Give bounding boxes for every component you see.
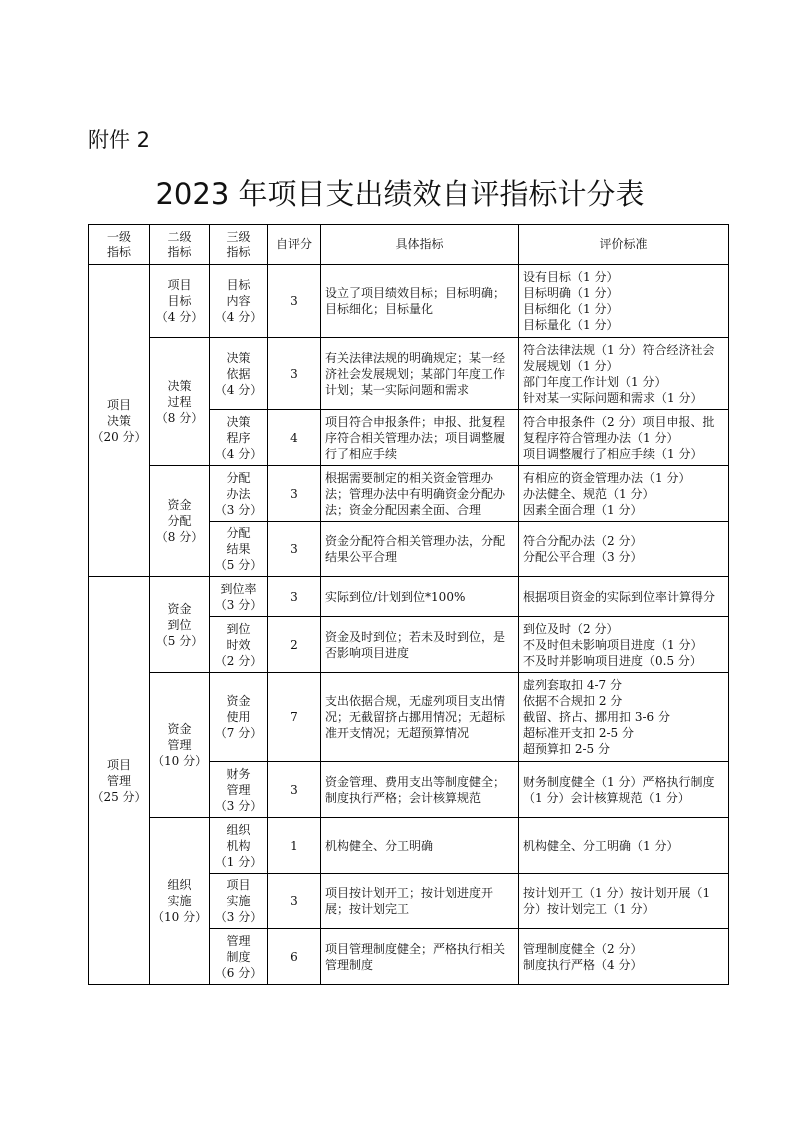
score-cell: 3 — [268, 577, 321, 617]
indicator-cell: 设立了项目绩效目标；目标明确；目标细化；目标量化 — [321, 265, 519, 338]
level2-cell: 项目 目标 （4 分） — [150, 265, 210, 338]
level3-cell: 到位 时效 （2 分） — [210, 617, 268, 673]
level3-cell: 到位率 （3 分） — [210, 577, 268, 617]
score-cell: 3 — [268, 338, 321, 410]
indicator-cell: 实际到位/计划到位*100% — [321, 577, 519, 617]
score-cell: 2 — [268, 617, 321, 673]
level1-cell: 项目 管理 （25 分） — [89, 577, 150, 985]
table-row — [89, 466, 729, 522]
level3-cell: 组织 机构 （1 分） — [210, 818, 268, 874]
indicator-cell: 资金管理、费用支出等制度健全；制度执行严格；会计核算规范 — [321, 762, 519, 818]
criteria-cell: 有相应的资金管理办法（1 分） 办法健全、规范（1 分） 因素全面合理（1 分） — [519, 466, 729, 522]
score-cell: 3 — [268, 874, 321, 929]
table-row — [89, 265, 729, 338]
level2-cell: 资金 管理 （10 分） — [150, 673, 210, 818]
criteria-cell: 设有目标（1 分） 目标明确（1 分） 目标细化（1 分） 目标量化（1 分） — [519, 265, 729, 338]
criteria-cell: 符合法律法规（1 分）符合经济社会发展规划（1 分） 部门年度工作计划（1 分） 针对某一实际问题和需求（1 分） — [519, 338, 729, 410]
level3-cell: 决策 程序 （4 分） — [210, 410, 268, 466]
criteria-cell: 按计划开工（1 分）按计划开展（1 分）按计划完工（1 分） — [519, 874, 729, 929]
level3-cell: 分配 结果 （5 分） — [210, 522, 268, 577]
score-table — [88, 224, 729, 985]
indicator-cell: 资金分配符合相关管理办法，分配结果公平合理 — [321, 522, 519, 577]
level3-cell: 决策 依据 （4 分） — [210, 338, 268, 410]
criteria-cell: 符合申报条件（2 分）项目申报、批复程序符合管理办法（1 分） 项目调整履行了相应手续（1 分） — [519, 410, 729, 466]
level3-cell: 管理 制度 （6 分） — [210, 929, 268, 985]
level2-cell: 决策 过程 （8 分） — [150, 338, 210, 466]
level3-cell: 分配 办法 （3 分） — [210, 466, 268, 522]
table-row — [89, 338, 729, 410]
header-indicator: 具体指标 — [321, 225, 519, 265]
table-row — [89, 577, 729, 617]
criteria-cell: 根据项目资金的实际到位率计算得分 — [519, 577, 729, 617]
criteria-cell: 管理制度健全（2 分） 制度执行严格（4 分） — [519, 929, 729, 985]
score-cell: 6 — [268, 929, 321, 985]
header-level2: 二级 指标 — [150, 225, 210, 265]
level3-cell: 项目 实施 （3 分） — [210, 874, 268, 929]
page-title: 2023 年项目支出绩效自评指标计分表 — [155, 177, 645, 211]
level2-cell: 组织 实施 （10 分） — [150, 818, 210, 985]
indicator-cell: 机构健全、分工明确 — [321, 818, 519, 874]
criteria-cell: 到位及时（2 分） 不及时但未影响项目进度（1 分） 不及时并影响项目进度（0.5 分） — [519, 617, 729, 673]
level3-cell: 资金 使用 （7 分） — [210, 673, 268, 762]
indicator-cell: 项目管理制度健全；严格执行相关管理制度 — [321, 929, 519, 985]
indicator-cell: 支出依据合规，无虚列项目支出情况；无截留挤占挪用情况；无超标准开支情况；无超预算情况 — [321, 673, 519, 762]
header-level1: 一级 指标 — [89, 225, 150, 265]
score-cell: 3 — [268, 522, 321, 577]
criteria-cell: 财务制度健全（1 分）严格执行制度（1 分）会计核算规范（1 分） — [519, 762, 729, 818]
header-level3: 三级 指标 — [210, 225, 268, 265]
indicator-cell: 项目按计划开工；按计划进度开展；按计划完工 — [321, 874, 519, 929]
level1-cell: 项目 决策 （20 分） — [89, 265, 150, 577]
level3-cell: 财务 管理 （3 分） — [210, 762, 268, 818]
criteria-cell: 虚列套取扣 4-7 分 依据不合规扣 2 分 截留、挤占、挪用扣 3-6 分 超标准开支扣 2-5 分 超预算扣 2-5 分 — [519, 673, 729, 762]
score-cell: 3 — [268, 762, 321, 818]
indicator-cell: 项目符合申报条件；申报、批复程序符合相关管理办法；项目调整履行了相应手续 — [321, 410, 519, 466]
criteria-cell: 机构健全、分工明确（1 分） — [519, 818, 729, 874]
indicator-cell: 根据需要制定的相关资金管理办法；管理办法中有明确资金分配办法；资金分配因素全面、合理 — [321, 466, 519, 522]
table-row — [89, 673, 729, 762]
level2-cell: 资金 到位 （5 分） — [150, 577, 210, 673]
annex-label: 附件 2 — [88, 128, 151, 152]
indicator-cell: 有关法律法规的明确规定；某一经济社会发展规划；某部门年度工作计划；某一实际问题和需求 — [321, 338, 519, 410]
level3-cell: 目标 内容 （4 分） — [210, 265, 268, 338]
score-cell: 1 — [268, 818, 321, 874]
level2-cell: 资金 分配 （8 分） — [150, 466, 210, 577]
score-cell: 3 — [268, 265, 321, 338]
header-score: 自评分 — [268, 225, 321, 265]
score-cell: 4 — [268, 410, 321, 466]
table-header-row — [89, 225, 729, 265]
header-criteria: 评价标准 — [519, 225, 729, 265]
table-row — [89, 818, 729, 874]
score-cell: 7 — [268, 673, 321, 762]
score-cell: 3 — [268, 466, 321, 522]
criteria-cell: 符合分配办法（2 分） 分配公平合理（3 分） — [519, 522, 729, 577]
indicator-cell: 资金及时到位；若未及时到位，是否影响项目进度 — [321, 617, 519, 673]
